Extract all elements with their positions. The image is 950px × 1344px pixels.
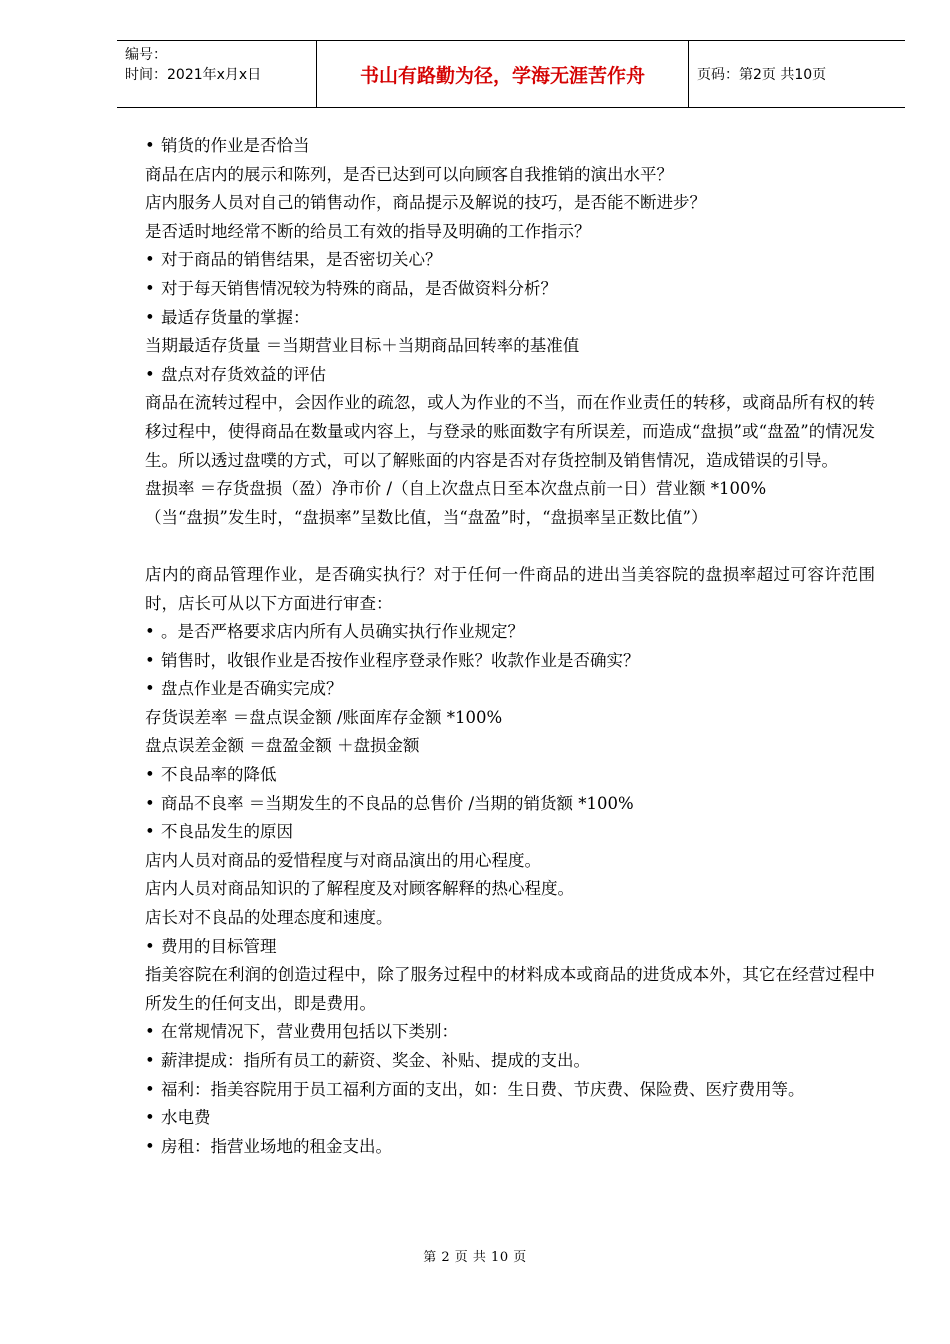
- paragraph-line: [145, 475, 875, 504]
- paragraph-line: [145, 189, 875, 218]
- paragraph-line: [145, 732, 875, 761]
- bullet-icon: •: [145, 622, 155, 642]
- line-text: 房租：指营业场地的租金支出。: [161, 1136, 392, 1156]
- line-text: 不良品率的降低: [161, 765, 277, 785]
- line-text: 店内人员对商品的爱惜程度与对商品演出的用心程度。: [145, 850, 541, 870]
- bullet-icon: •: [145, 364, 155, 384]
- line-text: （当“盘损”发生时，“盘损率”呈数比值，当“盘盈”时，“盘损率呈正数比值”）: [145, 507, 708, 527]
- header-slogan: 书山有路勤为径，学海无涯苦作舟: [316, 41, 689, 107]
- bullet-icon: •: [145, 1108, 155, 1128]
- paragraph-line: [145, 704, 875, 733]
- footer-page-number: 第 2 页 共 10 页: [423, 1250, 527, 1265]
- line-text: 盘点作业是否确实完成？: [161, 679, 343, 699]
- line-text: 店内的商品管理作业，是否确实执行？对于任何一件商品的进出当美容院的盘损率超过可容许范围时，店长可从以下方面进行审查：: [145, 564, 875, 613]
- bullet-item: [145, 1076, 875, 1105]
- line-text: 对于商品的销售结果，是否密切关心？: [161, 250, 442, 270]
- bullet-item: [145, 933, 875, 962]
- bullet-item: [145, 818, 875, 847]
- bullet-icon: •: [145, 650, 155, 670]
- line-text: 是否适时地经常不断的给员工有效的指导及明确的工作指示？: [145, 221, 591, 241]
- bullet-item: [145, 1018, 875, 1047]
- document-number-label: 编号：: [125, 47, 167, 63]
- bullet-icon: •: [145, 822, 155, 842]
- bullet-icon: •: [145, 679, 155, 699]
- paragraph-line: [145, 161, 875, 190]
- bullet-item: [145, 1047, 875, 1076]
- line-text: 对于每天销售情况较为特殊的商品，是否做资料分析？: [161, 278, 557, 298]
- line-text: 商品在流转过程中，会因作业的疏忽，或人为作业的不当，而在作业责任的转移，或商品所有权的转移过程中，使得商品在数量或内容上，与登录的账面数字有所误差，而造成“盘损”或“盘盈”的情况发生。所以透过盘噗的方式，可以了解账面的内容是否对存货控制及销售情况，造成错误的引导。: [145, 393, 875, 470]
- line-text: 盘损率 ＝存货盘损（盈）净市价 /（自上次盘点日至本次盘点前一日）营业额 *100%: [145, 479, 767, 499]
- header-page-number: 页码：第2页 共10页: [697, 67, 827, 83]
- header-meta: [117, 41, 316, 107]
- line-text: 销售时，收银作业是否按作业程序登录作账？收款作业是否确实？: [161, 650, 640, 670]
- line-text: 指美容院在利润的创造过程中，除了服务过程中的材料成本或商品的进货成本外，其它在经营过程中所发生的任何支出，即是费用。: [145, 965, 875, 1013]
- line-text: 店内人员对商品知识的了解程度及对顾客解释的热心程度。: [145, 879, 574, 899]
- line-text: 不良品发生的原因: [161, 822, 293, 842]
- line-text: 费用的目标管理: [161, 936, 277, 956]
- bullet-icon: •: [145, 278, 155, 298]
- line-text: 最适存货量的掌握：: [161, 307, 310, 327]
- document-time-label: 时间：2021年x月x日: [125, 67, 262, 83]
- paragraph-line: [145, 961, 875, 1018]
- bullet-item: [145, 618, 875, 647]
- bullet-item: [145, 275, 875, 304]
- line-text: 商品在店内的展示和陈列，是否已达到可以向顾客自我推销的演出水平？: [145, 164, 673, 184]
- bullet-item: [145, 761, 875, 790]
- bullet-item: [145, 675, 875, 704]
- bullet-item: [145, 361, 875, 390]
- bullet-icon: •: [145, 793, 155, 813]
- blank-line: [145, 532, 875, 561]
- line-text: 在常规情况下，营业费用包括以下类别：: [161, 1022, 458, 1042]
- page-header: [117, 40, 905, 108]
- line-text: 水电费: [161, 1108, 211, 1128]
- line-text: 薪津提成：指所有员工的薪资、奖金、补贴、提成的支出。: [161, 1051, 590, 1070]
- bullet-item: [145, 304, 875, 333]
- paragraph-line: [145, 504, 875, 533]
- bullet-icon: •: [145, 136, 155, 155]
- line-text: 店长对不良品的处理态度和速度。: [145, 908, 393, 928]
- bullet-icon: •: [145, 1022, 155, 1042]
- line-text: 福利：指美容院用于员工福利方面的支出，如：生日费、节庆费、保险费、医疗费用等。: [161, 1079, 805, 1099]
- bullet-item: [145, 1133, 875, 1162]
- paragraph-line: [145, 561, 875, 618]
- document-body: [145, 132, 875, 1161]
- line-text: 店内服务人员对自己的销售动作，商品提示及解说的技巧，是否能不断进步？: [145, 193, 706, 213]
- paragraph-line: [145, 218, 875, 247]
- bullet-icon: •: [145, 765, 155, 785]
- paragraph-line: [145, 875, 875, 904]
- bullet-icon: •: [145, 307, 155, 327]
- bullet-icon: •: [145, 1051, 155, 1070]
- bullet-item: [145, 246, 875, 275]
- paragraph-line: [145, 904, 875, 933]
- bullet-icon: •: [145, 1079, 155, 1099]
- line-text: 盘点误差金额 ＝盘盈金额 ＋盘损金额: [145, 736, 420, 756]
- bullet-icon: •: [145, 1136, 155, 1156]
- line-text: 存货误差率 ＝盘点误金额 /账面库存金额 *100%: [145, 707, 503, 727]
- line-text: 。是否严格要求店内所有人员确实执行作业规定？: [161, 622, 524, 642]
- bullet-item: [145, 647, 875, 676]
- line-text: 当期最适存货量 ＝当期营业目标＋当期商品回转率的基准值: [145, 336, 580, 356]
- bullet-item: [145, 132, 875, 161]
- bullet-item: [145, 1104, 875, 1133]
- page-footer: [0, 1246, 950, 1265]
- paragraph-line: [145, 332, 875, 361]
- bullet-icon: •: [145, 250, 155, 270]
- bullet-item: [145, 790, 875, 819]
- paragraph-line: [145, 389, 875, 475]
- line-text: 盘点对存货效益的评估: [161, 364, 326, 384]
- line-text: 商品不良率 ＝当期发生的不良品的总售价 /当期的销货额 *100%: [161, 793, 634, 813]
- line-text: 销货的作业是否恰当: [161, 136, 310, 155]
- bullet-icon: •: [145, 936, 155, 956]
- paragraph-line: [145, 847, 875, 876]
